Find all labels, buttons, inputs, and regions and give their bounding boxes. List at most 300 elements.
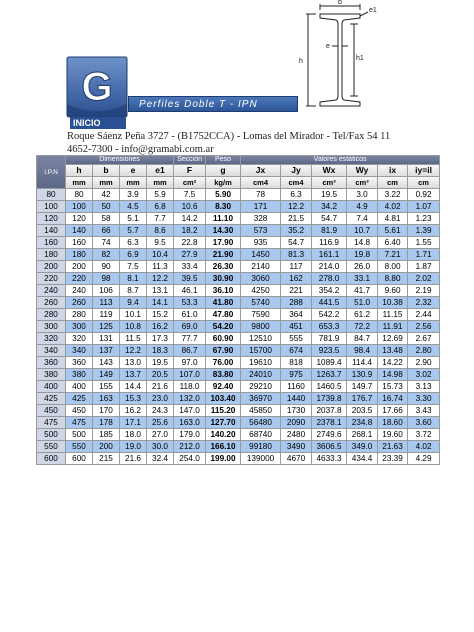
table-cell: 103.40 [206,393,240,404]
table-cell: 9.60 [378,285,407,296]
column-unit: cm [378,177,407,188]
table-cell: 68740 [241,429,280,440]
table-cell: 139000 [241,453,280,464]
table-cell: 143 [93,357,119,368]
header-ipn: I.P.N [37,156,65,188]
table-cell: 137 [93,345,119,356]
table-cell: 8.30 [206,201,240,212]
table-cell: 220 [66,273,92,284]
table-cell: 114.4 [347,357,377,368]
table-cell: 30.0 [147,441,173,452]
table-cell: 935 [241,237,280,248]
column-symbol: Jx [241,165,280,176]
table-cell: 27.9 [174,249,205,260]
table-row [37,225,439,236]
table-cell: 555 [281,333,311,344]
table-cell: 2037.8 [312,405,346,416]
table-cell: 29210 [241,381,280,392]
ipn-size-cell: 425 [37,393,65,404]
table-cell: 41.80 [206,297,240,308]
table-cell: 781.9 [312,333,346,344]
table-cell: 10.38 [378,297,407,308]
table-cell: 1263.7 [312,369,346,380]
table-cell: 118.0 [174,381,205,392]
column-symbol: e1 [147,165,173,176]
table-cell: 18.3 [147,345,173,356]
table-cell: 24010 [241,369,280,380]
table-cell: 15.73 [378,381,407,392]
table-cell: 9800 [241,321,280,332]
table-cell: 56480 [241,417,280,428]
table-cell: 2.56 [408,321,439,332]
ipn-size-cell: 380 [37,369,65,380]
table-cell: 42 [93,189,119,200]
table-cell: 3.30 [408,393,439,404]
table-cell: 441.5 [312,297,346,308]
table-row [37,201,439,212]
table-cell: 425 [66,393,92,404]
table-cell: 1.39 [408,225,439,236]
table-cell: 2.67 [408,333,439,344]
table-cell: 15.3 [120,393,146,404]
table-cell: 107.0 [174,369,205,380]
table-cell: 818 [281,357,311,368]
table-cell: 1.23 [408,213,439,224]
table-cell: 6.40 [378,237,407,248]
ipn-size-cell: 600 [37,453,65,464]
table-cell: 176.7 [347,393,377,404]
table-cell: 4.02 [408,441,439,452]
ipn-size-cell: 450 [37,405,65,416]
table-cell: 7.5 [120,261,146,272]
table-cell: 18.60 [378,417,407,428]
table-cell: 5.90 [206,189,240,200]
table-row [37,441,439,452]
table-row [37,405,439,416]
column-symbol: Wy [347,165,377,176]
ipn-size-cell: 300 [37,321,65,332]
table-cell: 147.0 [174,405,205,416]
table-cell: 11.5 [120,333,146,344]
ibeam-diagram [288,0,408,120]
table-cell: 92.40 [206,381,240,392]
table-row [37,261,439,272]
table-cell: 17.90 [206,237,240,248]
table-cell: 1730 [281,405,311,416]
table-cell: 155 [93,381,119,392]
table-cell: 15.2 [147,309,173,320]
table-row [37,237,439,248]
table-cell: 2090 [281,417,311,428]
table-cell: 4.81 [378,213,407,224]
table-row [37,285,439,296]
table-cell: 80 [66,189,92,200]
table-cell: 11.91 [378,321,407,332]
logo-letter: G [81,65,113,109]
ipn-size-cell: 340 [37,345,65,356]
table-cell: 16.2 [120,405,146,416]
table-cell: 50 [93,201,119,212]
table-cell: 2.90 [408,357,439,368]
table-cell: 47.80 [206,309,240,320]
table-cell: 12.2 [147,273,173,284]
column-symbol: iy=il [408,165,439,176]
table-cell: 2378.1 [312,417,346,428]
table-cell: 171 [241,201,280,212]
table-cell: 3.0 [347,189,377,200]
table-cell: 19.8 [347,249,377,260]
table-cell: 30.90 [206,273,240,284]
column-symbol: h [66,165,92,176]
table-cell: 19.5 [312,189,346,200]
ipn-size-cell: 280 [37,309,65,320]
table-cell: 3.13 [408,381,439,392]
table-cell: 115.20 [206,405,240,416]
table-cell: 0.92 [408,189,439,200]
table-cell: 6.3 [281,189,311,200]
table-cell: 7.7 [147,213,173,224]
table-cell: 14.30 [206,225,240,236]
column-unit: mm [147,177,173,188]
table-cell: 7.5 [174,189,205,200]
table-cell: 131 [93,333,119,344]
table-row [37,429,439,440]
table-cell: 674 [281,345,311,356]
table-cell: 215 [93,453,119,464]
table-cell: 13.0 [120,357,146,368]
table-cell: 278.0 [312,273,346,284]
table-cell: 18.2 [174,225,205,236]
table-cell: 14.8 [347,237,377,248]
ipn-size-cell: 140 [37,225,65,236]
table-row [37,357,439,368]
table-cell: 98 [93,273,119,284]
table-cell: 8.00 [378,261,407,272]
column-symbol: g [206,165,240,176]
table-cell: 161.1 [312,249,346,260]
table-cell: 81.9 [312,225,346,236]
table-cell: 12.69 [378,333,407,344]
table-cell: 10.1 [120,309,146,320]
ipn-size-cell: 160 [37,237,65,248]
table-cell: 20.5 [147,369,173,380]
table-cell: 212.0 [174,441,205,452]
table-cell: 83.80 [206,369,240,380]
table-cell: 72.2 [347,321,377,332]
header-peso: Peso [206,156,240,164]
table-row [37,321,439,332]
table-cell: 1440 [281,393,311,404]
ipn-size-cell: 320 [37,333,65,344]
table-cell: 3.72 [408,429,439,440]
table-cell: 98.4 [347,345,377,356]
table-cell: 4670 [281,453,311,464]
table-cell: 380 [66,369,92,380]
table-cell: 61.0 [174,309,205,320]
table-cell: 100 [66,201,92,212]
table-cell: 69.0 [174,321,205,332]
table-cell: 116.9 [312,237,346,248]
table-cell: 99180 [241,441,280,452]
table-cell: 6.9 [120,249,146,260]
ipn-size-cell: 80 [37,189,65,200]
table-cell: 6.8 [147,201,173,212]
column-unit: cm [408,177,439,188]
table-cell: 320 [66,333,92,344]
table-cell: 117 [281,261,311,272]
table-cell: 354.2 [312,285,346,296]
table-cell: 17.1 [120,417,146,428]
table-cell: 221 [281,285,311,296]
table-cell: 14.22 [378,357,407,368]
table-cell: 1.07 [408,201,439,212]
column-symbol: ix [378,165,407,176]
table-cell: 140 [66,225,92,236]
table-cell: 434.4 [347,453,377,464]
diagram-label-h1: h1 [356,55,364,62]
table-cell: 13.48 [378,345,407,356]
table-cell: 360 [66,357,92,368]
column-unit: cm4 [241,177,280,188]
table-cell: 106 [93,285,119,296]
table-cell: 58 [93,213,119,224]
table-cell: 7.21 [378,249,407,260]
table-cell: 3.60 [408,417,439,428]
table-cell: 1.71 [408,249,439,260]
table-cell: 14.2 [174,213,205,224]
table-cell: 16.2 [147,321,173,332]
table-row [37,333,439,344]
header-valores-estaticos: Valores estáticos [241,156,439,164]
page-title: Perfiles Doble T - IPN [139,98,258,110]
table-cell: 21.63 [378,441,407,452]
table-cell: 2.02 [408,273,439,284]
table-cell: 21.90 [206,249,240,260]
table-cell: 9.4 [120,297,146,308]
header-dimensiones: Dimensiones [66,156,173,164]
table-cell: 550 [66,441,92,452]
table-cell: 21.6 [147,381,173,392]
table-row [37,189,439,200]
table-row [37,297,439,308]
ipn-size-cell: 120 [37,213,65,224]
company-logo [66,56,128,118]
table-cell: 240 [66,285,92,296]
table-cell: 214.0 [312,261,346,272]
table-cell: 4250 [241,285,280,296]
table-cell: 51.0 [347,297,377,308]
diagram-label-e1: e1 [369,7,377,14]
table-cell: 199.00 [206,453,240,464]
table-cell: 23.39 [378,453,407,464]
table-cell: 179.0 [174,429,205,440]
table-cell: 1160 [281,381,311,392]
table-cell: 25.6 [147,417,173,428]
table-cell: 67.90 [206,345,240,356]
table-cell: 15700 [241,345,280,356]
table-cell: 1450 [241,249,280,260]
table-cell: 166.10 [206,441,240,452]
table-cell: 33.4 [174,261,205,272]
table-cell: 328 [241,213,280,224]
table-cell: 364 [281,309,311,320]
table-cell: 200 [66,261,92,272]
table-cell: 5.1 [120,213,146,224]
table-cell: 18.0 [120,429,146,440]
table-cell: 27.0 [147,429,173,440]
table-cell: 149 [93,369,119,380]
table-cell: 2.32 [408,297,439,308]
table-cell: 26.30 [206,261,240,272]
table-cell: 300 [66,321,92,332]
table-cell: 46.1 [174,285,205,296]
table-cell: 39.5 [174,273,205,284]
table-row [37,417,439,428]
table-row [37,453,439,464]
column-symbol: F [174,165,205,176]
table-row [37,273,439,284]
table-cell: 8.6 [147,225,173,236]
column-unit: kg/m [206,177,240,188]
table-cell: 53.3 [174,297,205,308]
table-cell: 90 [93,261,119,272]
column-unit: cm³ [312,177,346,188]
column-symbol: Jy [281,165,311,176]
table-cell: 500 [66,429,92,440]
ipn-profile-table [36,155,440,465]
table-row [37,249,439,260]
table-cell: 1.55 [408,237,439,248]
table-cell: 12.2 [281,201,311,212]
table-cell: 7.4 [347,213,377,224]
table-cell: 77.7 [174,333,205,344]
ipn-size-cell: 500 [37,429,65,440]
table-cell: 19.60 [378,429,407,440]
table-cell: 254.0 [174,453,205,464]
table-cell: 2.44 [408,309,439,320]
ipn-size-cell: 550 [37,441,65,452]
table-cell: 178 [93,417,119,428]
table-cell: 975 [281,369,311,380]
table-cell: 10.8 [120,321,146,332]
table-cell: 86.7 [174,345,205,356]
table-cell: 163 [93,393,119,404]
table-cell: 7590 [241,309,280,320]
table-cell: 19.5 [147,357,173,368]
table-cell: 400 [66,381,92,392]
ipn-size-cell: 200 [37,261,65,272]
table-cell: 260 [66,297,92,308]
table-cell: 451 [281,321,311,332]
table-cell: 2749.6 [312,429,346,440]
table-cell: 23.0 [147,393,173,404]
table-cell: 32.4 [147,453,173,464]
table-cell: 14.1 [147,297,173,308]
group-header-row [37,156,439,164]
symbol-header-row [37,165,439,176]
table-cell: 234.8 [347,417,377,428]
table-cell: 14.98 [378,369,407,380]
table-cell: 54.7 [281,237,311,248]
table-cell: 81.3 [281,249,311,260]
table-cell: 4.5 [120,201,146,212]
table-row [37,345,439,356]
table-cell: 1.87 [408,261,439,272]
table-cell: 16.74 [378,393,407,404]
column-unit: mm [120,177,146,188]
diagram-label-b: b [338,0,342,6]
table-cell: 132.0 [174,393,205,404]
table-cell: 8.80 [378,273,407,284]
table-cell: 542.2 [312,309,346,320]
table-cell: 923.5 [312,345,346,356]
table-cell: 600 [66,453,92,464]
table-cell: 66 [93,225,119,236]
table-cell: 10.4 [147,249,173,260]
table-cell: 127.70 [206,417,240,428]
table-cell: 19.0 [120,441,146,452]
column-symbol: Wx [312,165,346,176]
table-row [37,309,439,320]
table-cell: 76.00 [206,357,240,368]
table-cell: 3.22 [378,189,407,200]
table-cell: 3606.5 [312,441,346,452]
table-cell: 14.4 [120,381,146,392]
table-cell: 26.0 [347,261,377,272]
table-cell: 60.90 [206,333,240,344]
table-cell: 82 [93,249,119,260]
table-cell: 8.1 [120,273,146,284]
header-seccion: Sección [174,156,205,164]
table-cell: 74 [93,237,119,248]
table-cell: 4.29 [408,453,439,464]
ipn-size-cell: 220 [37,273,65,284]
inicio-label: INICIO [73,118,101,128]
contact-info: Roque Sáenz Peña 3727 - (B1752CCA) - Lomas del Mirador - Tel/Fax 54 11 4652-7300 - info@gramabi.com.ar [67,131,391,155]
page-title-banner [128,96,298,112]
table-cell: 13.7 [120,369,146,380]
table-cell: 10.6 [174,201,205,212]
table-cell: 130.9 [347,369,377,380]
table-cell: 8.7 [120,285,146,296]
ipn-size-cell: 100 [37,201,65,212]
table-cell: 120 [66,213,92,224]
ipn-size-cell: 240 [37,285,65,296]
table-cell: 3.9 [120,189,146,200]
table-cell: 268.1 [347,429,377,440]
table-cell: 84.7 [347,333,377,344]
table-row [37,369,439,380]
table-cell: 4.9 [347,201,377,212]
table-cell: 5.61 [378,225,407,236]
table-cell: 36970 [241,393,280,404]
inicio-link[interactable] [70,117,126,129]
diagram-label-h: h [299,58,303,65]
table-cell: 17.66 [378,405,407,416]
table-cell: 200 [93,441,119,452]
table-cell: 1739.8 [312,393,346,404]
table-cell: 33.1 [347,273,377,284]
table-cell: 119 [93,309,119,320]
table-cell: 5.9 [147,189,173,200]
table-cell: 573 [241,225,280,236]
table-cell: 3060 [241,273,280,284]
table-cell: 2.80 [408,345,439,356]
table-cell: 162 [281,273,311,284]
table-row [37,213,439,224]
table-cell: 3490 [281,441,311,452]
table-row [37,381,439,392]
